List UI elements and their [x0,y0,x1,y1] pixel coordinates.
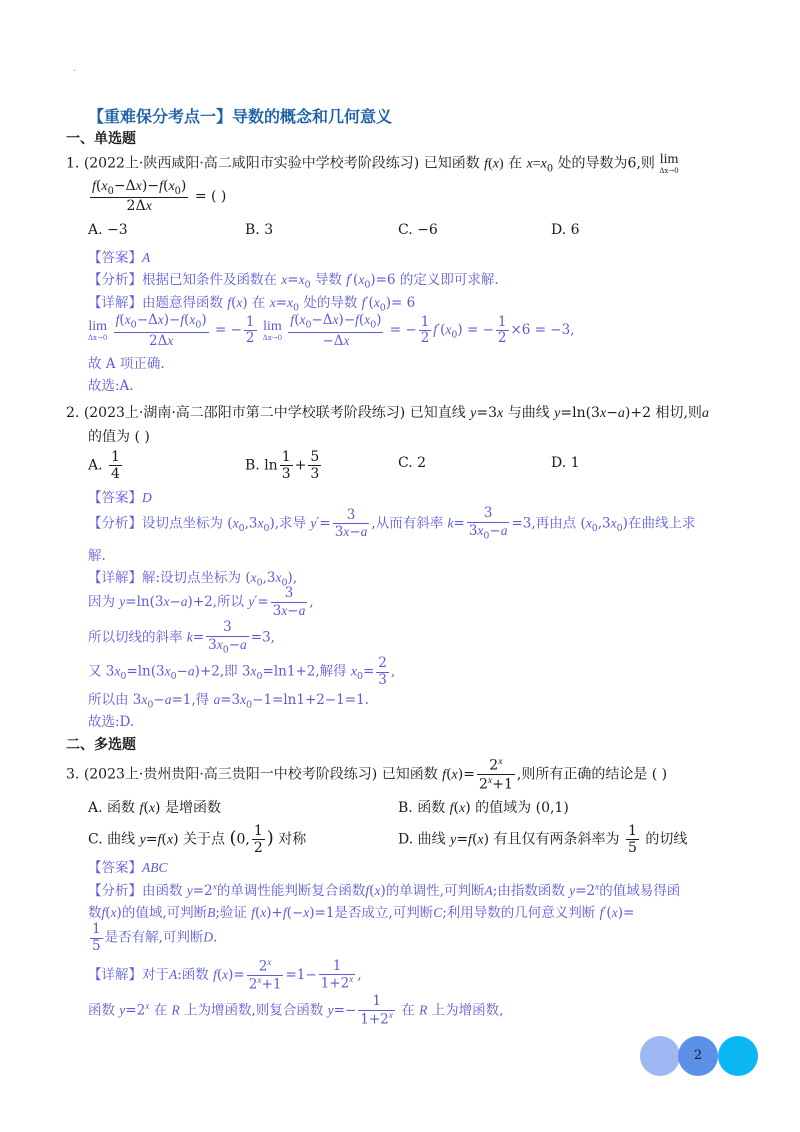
q3-analysis-line1: 【分析】由函数 $y=2^x$的单调性能判断复合函数f(x)的单调性,可判断A;由指数函数 $y=2^x$的值域易得函 [88,882,681,899]
q1-stem: 1. (2022上·陕西咸阳·高二咸阳市实验中学校考阶段练习) 已知函数 f(x) 在 $x=x_0$ 处的导数为6,则 lim Δx→0 [66,152,679,175]
q1-option-a: A. −3 [88,222,128,238]
q3-analysis-line3: $\frac{1}{5}$ 是否有解,可判断D. [92,921,218,954]
q1-conclusion: 故 A 项正确. [88,356,165,372]
page-number: 2 [693,1048,703,1063]
corner-mark: · [73,66,77,77]
q2-detail-thus: 所以由 $3x_0-a=1$,得 $a=3x_0-1=\ln 1+2-1=1$. [88,692,369,711]
q2-detail: 【详解】解:设切点坐标为 $(x_0,3x_0)$, [88,570,298,589]
q1-fraction-line: $\frac{f(x_0-\Delta x)-f(x_0)}{2\Delta x}$ = ( ) [92,178,227,215]
q1-option-c: C. −6 [398,222,438,238]
q2-choice: 故选:D. [88,714,135,730]
q3-option-b: B. 函数 f(x) 的值域为 (0,1) [398,800,569,816]
q3-detail-line1: 【详解】对于A:函数 f(x)= $\frac{2^x}{2^x+1}$ =1− $\frac{1}{1+2^x}$ , [88,957,362,993]
q2-answer: 【答案】D [88,490,152,506]
section-multiple-choice: 二、多选题 [66,737,136,753]
q2-detail-slope: 所以切线的斜率 k= $\frac{3}{3x_0-a}$ =3, [88,619,275,656]
q3-option-d: D. 曲线 y=f(x) 有且仅有两条斜率为 $\frac{1}{5}$ 的切线 [398,823,688,857]
q2-detail-also: 又 $3x_0=\ln(3x_0-a)+2$,即 $3x_0=\ln 1+2$,解得 $x_0=$ $\frac{2}{3}$ , [88,655,396,688]
q2-stem-line2: 的值为 ( ) [88,429,150,445]
q2-analysis-line2: 解. [88,548,106,564]
q3-option-c: C. 曲线 y=f(x) 关于点 (0, $\frac{1}{2}$ ) 对称 [88,823,307,857]
q1-option-b: B. 3 [245,222,274,238]
q1-option-d: D. 6 [551,222,580,238]
q1-choice: 故选:A. [88,378,134,394]
q2-option-c: C. 2 [398,455,427,471]
q3-option-a: A. 函数 f(x) 是增函数 [88,800,221,816]
q2-option-d: D. 1 [551,455,580,471]
q1-answer: 【答案】A [88,250,151,266]
badge-circle-left [640,1036,680,1076]
page-title: 【重难保分考点一】导数的概念和几何意义 [88,107,393,126]
q3-stem: 3. (2023上·贵州贵阳·高三贵阳一中校考阶段练习) 已知函数 f(x)= $\frac{2^x}{2^x+1}$ ,则所有正确的结论是 ( ) [66,756,668,793]
q1-analysis: 【分析】根据已知条件及函数在 $x=x_0$ 导数 $f'(x_0)=6$ 的定义即可求解. [88,272,499,291]
q2-analysis-line1: 【分析】设切点坐标为 $(x_0,3x_0)$,求导 y′= $\frac{3}{3x-a}$ ,从而有斜率 k= $\frac{3}{3x_0-a}$ =3,再由点 $(x_0,3x_0)$在曲线上求 [88,505,696,542]
page-number-badge [640,1036,758,1076]
q3-analysis-line2: 数f(x)的值域,可判断B;验证 f(x)+f(−x)=1是否成立,可判断C;利用导数的几何意义判断 f′(x)= [88,905,635,921]
q1-detail: 【详解】由题意得函数 f(x) 在 $x=x_0$ 处的导数 $f'(x_0)= 6$ [88,295,416,314]
q2-detail-because: 因为 y=ln(3x−a)+2,所以 y′= $\frac{3}{3x-a}$ , [88,585,314,619]
q2-stem-line1: 2. (2023上·湖南·高二邵阳市第二中学校联考阶段练习) 已知直线 y=3x 与曲线 y=ln(3x−a)+2 相切,则a [66,405,709,421]
q2-option-b: B. ln $\frac{1}{3}$ + $\frac{5}{3}$ [245,449,320,483]
badge-circle-right [718,1036,758,1076]
q2-option-a: A. $\frac{1}{4}$ [88,449,120,483]
q3-answer: 【答案】ABC [88,860,168,876]
section-single-choice: 一、单选题 [66,131,136,147]
q1-limit-derivation: lim Δx→0 $\frac{f(x_0-\Delta x)-f(x_0)}{2\Delta x}$ = − $\frac{1}{2}$ lim Δx→0 $\frac{f(x_0-\Delta x)-f(x_0)}{-\Delta x}$ = − $\frac{1}{2}$ $f'(x_0)$ = − $\frac{1}{2}$ ×6 = −3, [88,312,575,349]
q3-detail-line2: 函数 $y=2^x$ 在 R 上为增函数,则复合函数 y=− $\frac{1}{1+2^x}$ 在 R 上为增函数, [88,993,504,1028]
